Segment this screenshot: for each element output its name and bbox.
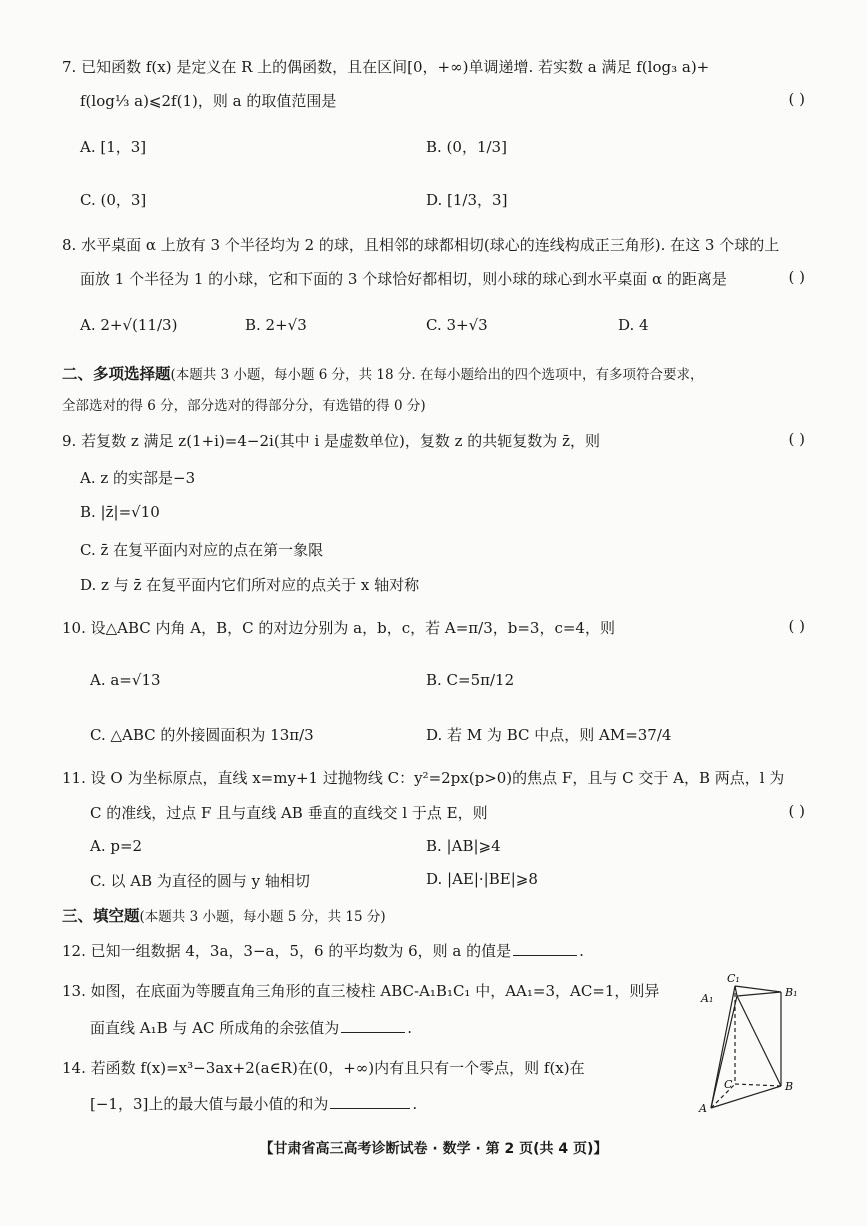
page-footer: 【甘肃省高三高考诊断试卷 · 数学 · 第 2 页(共 4 页)】 bbox=[259, 1141, 608, 1157]
q10-answer-paren: ( ) bbox=[788, 617, 805, 635]
q11-option-c: C. 以 AB 为直径的圆与 y 轴相切 bbox=[90, 872, 310, 890]
q13-stem-line2 bbox=[90, 1017, 412, 1038]
edge-a1-b1 bbox=[737, 992, 781, 996]
label-c: C bbox=[724, 1078, 733, 1091]
q9-option-b: B. |z̄|=√10 bbox=[80, 503, 160, 521]
q11-answer-paren: ( ) bbox=[788, 802, 805, 820]
q9-option-c: C. z̄ 在复平面内对应的点在第一象限 bbox=[80, 541, 324, 559]
q8-option-d: D. 4 bbox=[618, 316, 649, 334]
q9-answer-paren: ( ) bbox=[788, 430, 805, 448]
q13-stem-line1: 13. 如图，在底面为等腰直角三角形的直三棱柱 ABC-A₁B₁C₁ 中，AA₁=3，AC=1，则异 bbox=[62, 982, 660, 1000]
section2-note-line2: 全部选对的得 6 分，部分选对的得部分分，有选错的得 0 分) bbox=[62, 398, 426, 414]
q11-stem-line1: 11. 设 O 为坐标原点，直线 x=my+1 过抛物线 C：y²=2px(p>0)的焦点 F，且与 C 交于 A，B 两点，l 为 bbox=[62, 769, 785, 787]
q13-end: . bbox=[407, 1019, 413, 1037]
q11-option-b: B. |AB|⩾4 bbox=[426, 837, 501, 855]
section2-note-line1: (本题共 3 小题，每小题 6 分，共 18 分. 在每小题给出的四个选项中，有多项符合要求， bbox=[170, 367, 704, 383]
prism-diagram bbox=[697, 970, 817, 1118]
q10-option-d: D. 若 M 为 BC 中点，则 AM=37/4 bbox=[426, 726, 672, 744]
q10-option-b: B. C=5π/12 bbox=[426, 671, 515, 689]
prism-figure bbox=[697, 970, 817, 1122]
q7-stem-line2: f(log⅓ a)⩽2f(1)，则 a 的取值范围是 bbox=[80, 92, 337, 110]
label-a1: A₁ bbox=[701, 992, 714, 1005]
q8-stem-line2: 面放 1 个半径为 1 的小球，它和下面的 3 个球恰好都相切，则小球的球心到水平桌面 α 的距离是 bbox=[80, 270, 727, 288]
segment-a1-b bbox=[737, 996, 781, 1086]
q9-option-a: A. z 的实部是−3 bbox=[80, 469, 196, 487]
q14-answer-blank[interactable] bbox=[330, 1107, 410, 1109]
q8-answer-paren: ( ) bbox=[788, 268, 805, 286]
q7-stem-line1: 7. 已知函数 f(x) 是定义在 R 上的偶函数，且在区间[0，+∞)单调递增. 若实数 a 满足 f(log₃ a)+ bbox=[62, 58, 710, 76]
section3-title: 三、填空题 bbox=[62, 907, 140, 925]
q14-text: [−1，3]上的最大值与最小值的和为 bbox=[90, 1095, 329, 1113]
q9-stem: 9. 若复数 z 满足 z(1+i)=4−2i(其中 i 是虚数单位)，复数 z 的共轭复数为 z̄，则 bbox=[62, 432, 600, 450]
q13-text: 面直线 A₁B 与 AC 所成角的余弦值为 bbox=[90, 1019, 340, 1037]
q8-stem-line1: 8. 水平桌面 α 上放有 3 个半径均为 2 的球，且相邻的球都相切(球心的连线构成正三角形). 在这 3 个球的上 bbox=[62, 236, 780, 254]
q12-end: . bbox=[579, 942, 584, 960]
q11-stem-line2: C 的准线，过点 F 且与直线 AB 垂直的直线交 l 于点 E，则 bbox=[90, 804, 488, 822]
q14-stem-line2 bbox=[90, 1093, 417, 1114]
q11-option-a: A. p=2 bbox=[90, 837, 143, 855]
label-a: A bbox=[699, 1102, 707, 1115]
q11-option-d: D. |AE|·|BE|⩾8 bbox=[426, 870, 538, 888]
section3-note: (本题共 3 小题，每小题 5 分，共 15 分) bbox=[139, 909, 386, 925]
q14-end: . bbox=[412, 1095, 418, 1113]
section2-header bbox=[62, 362, 703, 384]
q12-text: 12. 已知一组数据 4，3a，3−a，5，6 的平均数为 6，则 a 的值是 bbox=[62, 942, 512, 960]
label-c1: C₁ bbox=[727, 972, 740, 985]
section2-title: 二、多项选择题 bbox=[62, 365, 171, 383]
q7-option-a: A. [1，3] bbox=[80, 138, 147, 156]
q12-stem bbox=[62, 940, 584, 961]
q10-option-c: C. △ABC 的外接圆面积为 13π/3 bbox=[90, 726, 314, 744]
q8-option-b: B. 2+√3 bbox=[245, 316, 307, 334]
q9-option-d: D. z 与 z̄ 在复平面内它们所对应的点关于 x 轴对称 bbox=[80, 576, 420, 594]
q8-option-c: C. 3+√3 bbox=[426, 316, 488, 334]
label-b: B bbox=[785, 1080, 794, 1093]
q12-answer-blank[interactable] bbox=[513, 954, 577, 956]
section3-header bbox=[62, 904, 386, 926]
q7-answer-paren: ( ) bbox=[788, 90, 805, 108]
edge-c1-b1 bbox=[735, 986, 781, 992]
q7-option-b: B. (0，1/3] bbox=[426, 138, 507, 156]
edge-c-b bbox=[735, 1084, 781, 1086]
q7-option-c: C. (0，3] bbox=[80, 191, 147, 209]
label-b1: B₁ bbox=[785, 986, 798, 999]
q13-answer-blank[interactable] bbox=[341, 1031, 405, 1033]
q8-option-a: A. 2+√(11/3) bbox=[80, 316, 178, 334]
q7-option-d: D. [1/3，3] bbox=[426, 191, 508, 209]
q14-stem-line1: 14. 若函数 f(x)=x³−3ax+2(a∈R)在(0，+∞)内有且只有一个零点，则 f(x)在 bbox=[62, 1059, 585, 1077]
q10-option-a: A. a=√13 bbox=[90, 671, 161, 689]
q10-stem: 10. 设△ABC 内角 A，B，C 的对边分别为 a，b，c，若 A=π/3，b=3，c=4，则 bbox=[62, 619, 615, 637]
